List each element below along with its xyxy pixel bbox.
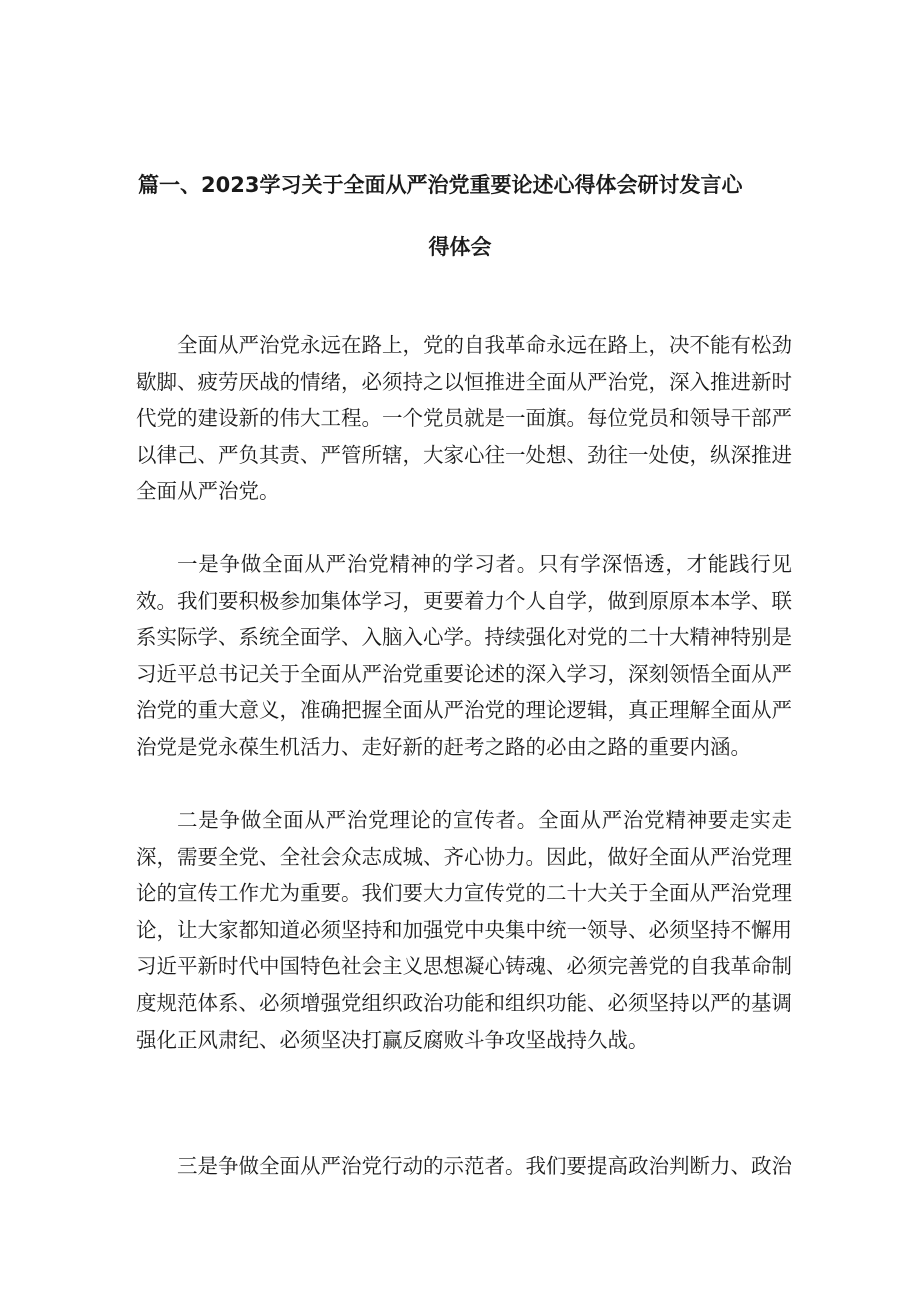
paragraph-intro: 全面从严治党永远在路上，党的自我革命永远在路上，决不能有松劲歇脚、疲劳厌战的情绪，必须持之以恒推进全面从严治党，深入推进新时代党的建设新的伟大工程。一个党员就是一面旗。每位党员和领导干部严以律己、严负其责、严管所辖，大家心往一处想、劲往一处使，纵深推进全面从严治党。 — [136, 333, 792, 504]
document-title-line-2: 得体会 — [428, 235, 492, 259]
paragraph-learner: 一是争做全面从严治党精神的学习者。只有学深悟透，才能践行见效。我们要积极参加集体学习，更要着力个人自学，做到原原本本学、联系实际学、系统全面学、入脑入心学。持续强化对党的二十大精神特别是习近平总书记关于全面从严治党重要论述的深入学习，深刻领悟全面从严治党的重大意义，准确把握全面从严治党的理论逻辑，真正理解全面从严治党是党永葆生机活力、走好新的赶考之路的必由之路的重要内涵。 — [136, 552, 792, 759]
paragraph-propagandist: 二是争做全面从严治党理论的宣传者。全面从严治党精神要走实走深，需要全党、全社会众志成城、齐心协力。因此，做好全面从严治党理论的宣传工作尤为重要。我们要大力宣传党的二十大关于全面从严治党理论，让大家都知道必须坚持和加强党中央集中统一领导、必须坚持不懈用习近平新时代中国特色社会主义思想凝心铸魂、必须完善党的自我革命制度规范体系、必须增强党组织政治功能和组织功能、必须坚持以严的基调强化正风肃纪、必须坚决打赢反腐败斗争攻坚战持久战。 — [136, 808, 792, 1052]
paragraph-exemplar: 三是争做全面从严治党行动的示范者。我们要提高政治判断力、政治 — [177, 1154, 792, 1178]
document-title-line-1: 篇一、2023学习关于全面从严治党重要论述心得体会研讨发言心 — [138, 173, 743, 197]
